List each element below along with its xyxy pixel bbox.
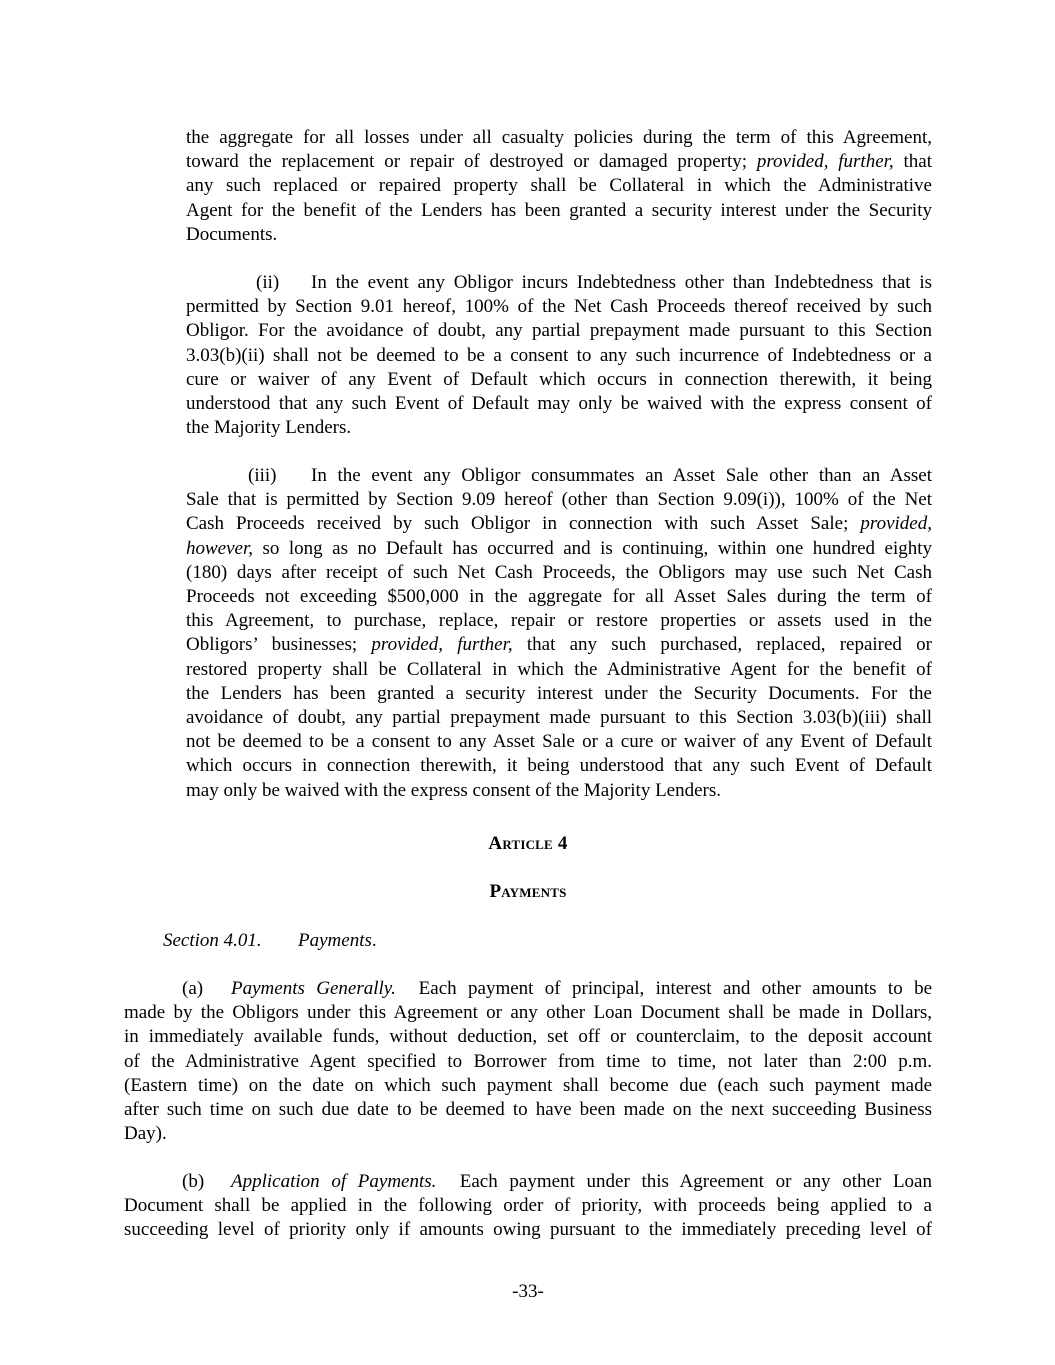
section-number: Section 4.01. <box>163 930 262 951</box>
text-line: Cash Proceeds received by such Obligor in connection with such Asset Sale; provided, <box>186 513 932 535</box>
article-subheading: Payments <box>489 881 567 902</box>
text-line: understood that any such Event of Default may only be waived with the express consent of <box>186 393 932 415</box>
text-line: (Eastern time) on the date on which such payment shall become due (each such payment made <box>124 1074 932 1096</box>
text-line: Document shall be applied in the following order of priority, with proceeds being applied to a <box>124 1195 932 1217</box>
text-line: 3.03(b)(ii) shall not be deemed to be a consent to any such incurrence of Indebtedness or a <box>186 344 932 366</box>
paragraph-a <box>124 977 932 1146</box>
text-line: which occurs in connection therewith, it being understood that any such Event of Default <box>186 755 932 777</box>
text-line: made by the Obligors under this Agreement or any other Loan Document shall be made in Dollars, <box>124 1002 932 1024</box>
text-line: toward the replacement or repair of destroyed or damaged property; provided, further, that <box>186 151 932 173</box>
text-line: in immediately available funds, without deduction, set off or counterclaim, to the deposit account <box>124 1026 932 1048</box>
italic-proviso: provided, further, <box>756 151 894 173</box>
section-title: Section 4.01. Payments. <box>163 929 377 953</box>
article-heading: Article 4 <box>488 833 568 854</box>
text-line: Agent for the benefit of the Lenders has been granted a security interest under the Security <box>186 199 932 221</box>
text-line: the Lenders has been granted a security interest under the Security Documents. For the <box>186 682 932 704</box>
text-line: of the Administrative Agent specified to Borrower from time to time, not later than 2:00 p.m. <box>124 1050 932 1072</box>
text-line: cure or waiver of any Event of Default which occurs in connection therewith, it being <box>186 368 932 390</box>
clause-number: (iii) <box>248 465 277 486</box>
text-line: restored property shall be Collateral in which the Administrative Agent for the benefit of <box>186 658 932 680</box>
text-line: avoidance of doubt, any partial prepayment made pursuant to this Section 3.03(b)(iii) shall <box>186 707 932 729</box>
text-line: (a) Payments Generally. Each payment of principal, interest and other amounts to be <box>124 977 932 1001</box>
paragraph-b <box>124 1170 932 1243</box>
clause-caption: Payments Generally. <box>231 978 396 999</box>
text-line: any such replaced or repaired property shall be Collateral in which the Administrative <box>186 175 932 197</box>
text-line: (180) days after receipt of such Net Cash Proceeds, the Obligors may use such Net Cash <box>186 561 932 583</box>
text-line: Day). <box>124 1123 167 1145</box>
clause-number: (a) <box>182 978 204 999</box>
text-line: Proceeds not exceeding $500,000 in the aggregate for all Asset Sales during the term of <box>186 586 932 608</box>
text-line: after such time on such due date to be deemed to have been made on the next succeeding Business <box>124 1099 932 1121</box>
text-line: Obligors’ businesses; provided, further, that any such purchased, replaced, repaired or <box>186 634 932 656</box>
text-line: permitted by Section 9.01 hereof, 100% of the Net Cash Proceeds thereof received by such <box>186 296 932 318</box>
text-line: Documents. <box>186 223 278 245</box>
text-line: not be deemed to be a consent to any Asset Sale or a cure or waiver of any Event of Default <box>186 731 932 753</box>
text-line: (ii) In the event any Obligor incurs Indebtedness other than Indebtedness that is <box>186 271 932 295</box>
text-line: (b) Application of Payments. Each payment under this Agreement or any other Loan <box>124 1170 932 1194</box>
text-line: however, so long as no Default has occurred and is continuing, within one hundred eighty <box>186 537 932 559</box>
clause-number: (ii) <box>256 272 280 293</box>
text-line: (iii) In the event any Obligor consummates an Asset Sale other than an Asset <box>186 464 932 488</box>
page-number: -33- <box>512 1281 544 1302</box>
text-line: this Agreement, to purchase, replace, repair or restore properties or assets used in the <box>186 610 932 632</box>
text-line: the Majority Lenders. <box>186 417 352 439</box>
section-name: Payments <box>298 930 372 951</box>
clause-number: (b) <box>182 1171 205 1192</box>
paragraph-iii <box>186 464 932 803</box>
text-line: Obligor. For the avoidance of doubt, any partial prepayment made pursuant to this Section <box>186 320 932 342</box>
text-line: succeeding level of priority only if amounts owing pursuant to the immediately preceding level of <box>124 1219 932 1241</box>
paragraph-ii <box>186 271 932 440</box>
paragraph-casualty-continuation <box>186 126 932 247</box>
text-line: the aggregate for all losses under all casualty policies during the term of this Agreement, <box>186 127 932 148</box>
clause-caption: Application of Payments. <box>231 1171 437 1192</box>
text-line: may only be waived with the express consent of the Majority Lenders. <box>186 779 722 801</box>
text-line: Sale that is permitted by Section 9.09 hereof (other than Section 9.09(i)), 100% of the Net <box>186 489 932 511</box>
